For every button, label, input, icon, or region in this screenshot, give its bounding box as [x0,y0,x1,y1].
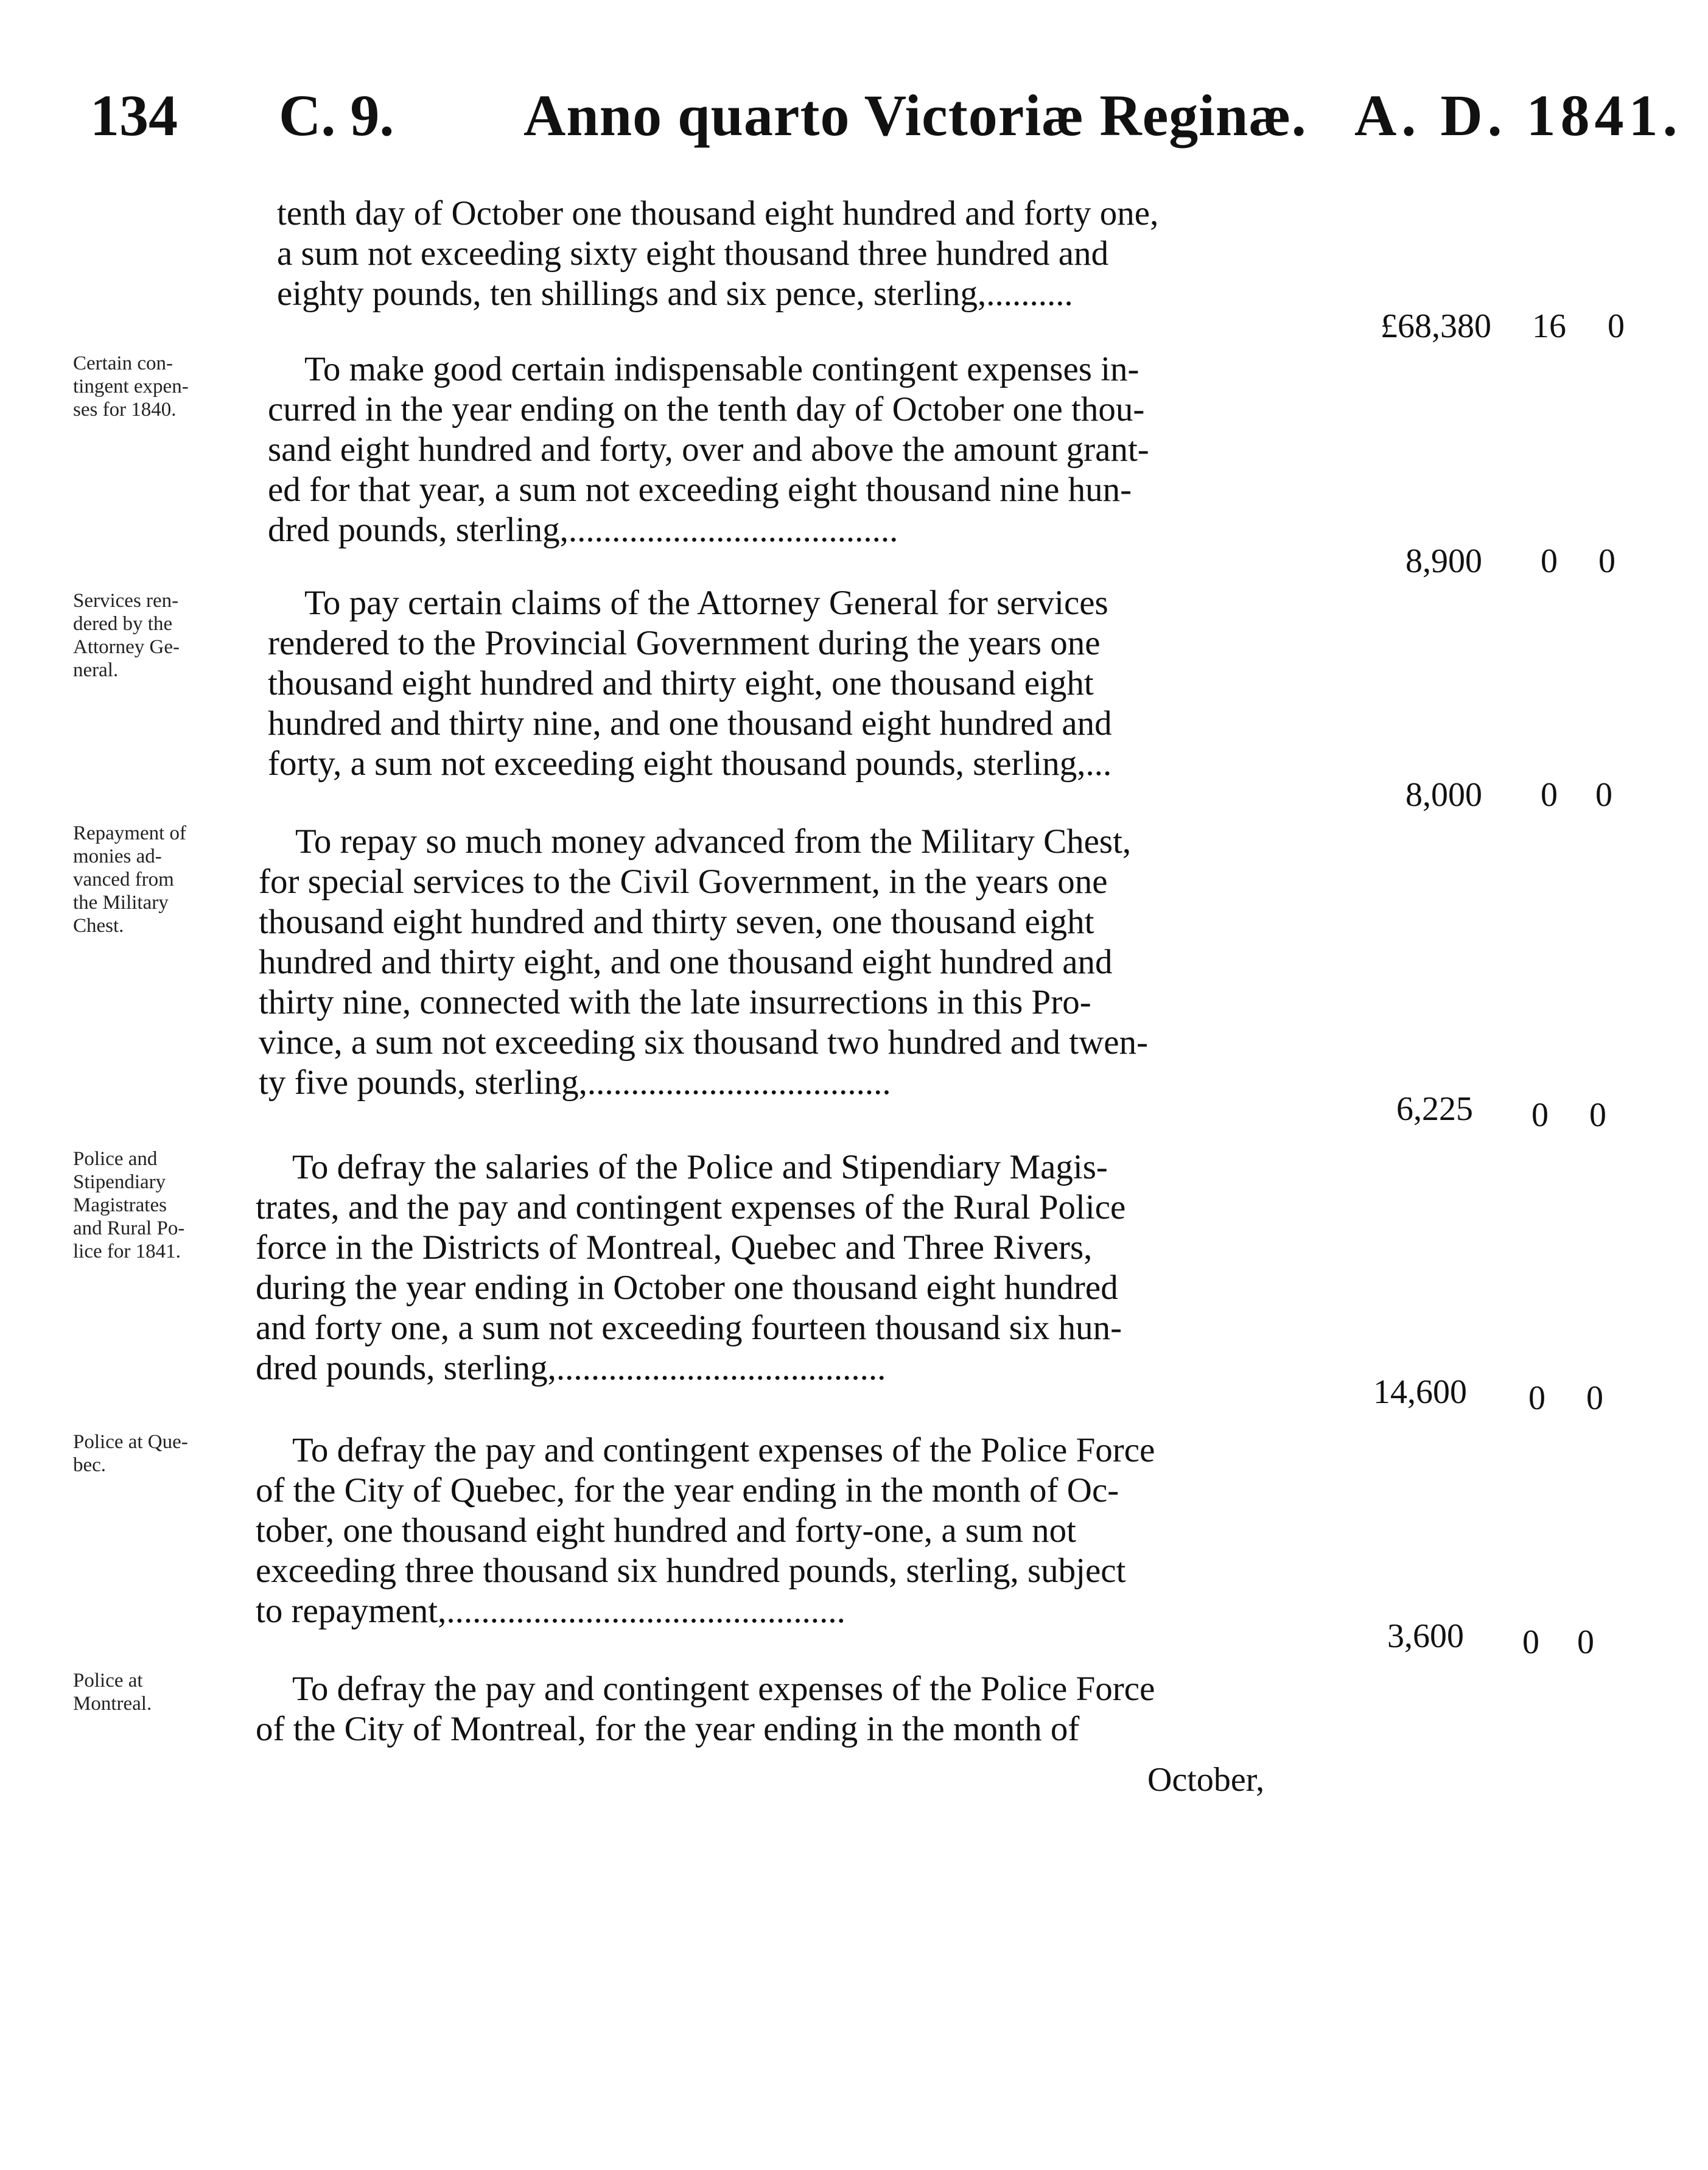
text-line: force in the Districts of Montreal, Quebec and Three Rivers, [256,1228,1093,1267]
text-line: ed for that year, a sum not exceeding eight thousand nine hun- [268,471,1132,509]
text-line: To repay so much money advanced from the Military Chest, [295,822,1132,861]
amount-pounds: 8,000 [1405,776,1482,814]
entry-text [268,583,1315,784]
margin-note-line: vanced from [73,869,174,891]
text-line: trates, and the pay and contingent expenses of the Rural Police [256,1188,1126,1227]
text-line: and forty one, a sum not exceeding fourteen thousand six hun- [256,1309,1122,1347]
margin-note [73,822,256,937]
entry-text [256,1430,1306,1631]
amount-shillings: 0 [1541,776,1558,814]
amount-pence: 0 [1598,542,1615,580]
text-line: during the year ending in October one thousand eight hundred [256,1269,1118,1307]
text-line: a sum not exceeding sixty eight thousand three hundred and [277,234,1109,273]
margin-note-line: Services ren- [73,590,179,612]
text-line: hundred and thirty nine, and one thousand eight hundred and [268,704,1112,743]
margin-note-line: Police at Que- [73,1431,188,1453]
text-line: To defray the pay and contingent expenses of the Police Force [292,1670,1155,1708]
margin-note-line: Certain con- [73,352,173,374]
text-line: To make good certain indispensable contingent expenses in- [304,350,1139,388]
amount-shillings: 0 [1522,1623,1539,1661]
margin-note-line: Attorney Ge- [73,636,180,658]
text-line: To pay certain claims of the Attorney General for services [304,584,1108,622]
page-number: 134 [90,83,178,148]
entry-text [256,1669,1297,1749]
text-line: sand eight hundred and forty, over and above the amount grant- [268,430,1149,469]
margin-note-line: the Military [73,892,169,914]
text-line: dred pounds, sterling,...................................... [256,1349,886,1387]
amount-pounds: 14,600 [1373,1373,1467,1411]
margin-note [73,1430,256,1477]
text-line: to repayment,.............................................. [256,1592,845,1630]
amount-pounds: 3,600 [1387,1617,1464,1655]
margin-note [73,352,256,421]
text-line: forty, a sum not exceeding eight thousand pounds, sterling,... [268,744,1112,783]
margin-note-line: Stipendiary [73,1171,166,1193]
amount-shillings: 16 [1532,307,1566,345]
catchword: October, [1147,1761,1265,1799]
margin-note [73,1147,256,1263]
margin-note-line: Chest. [73,915,124,937]
amount-pounds: 8,900 [1405,542,1482,580]
margin-note-line: dered by the [73,613,173,635]
entry-text [277,194,1324,314]
text-line: eighty pounds, ten shillings and six pence, sterling,.......... [277,275,1073,313]
margin-note-line: and Rural Po- [73,1217,185,1239]
amount-pounds: 6,225 [1396,1090,1473,1128]
margin-note-line: tingent expen- [73,376,189,397]
text-line: exceeding three thousand six hundred pounds, sterling, subject [256,1552,1126,1590]
text-line: rendered to the Provincial Government during the years one [268,624,1101,662]
margin-note-line: monies ad- [73,845,162,867]
text-line: for special services to the Civil Government, in the years one [259,863,1108,901]
text-line: thousand eight hundred and thirty eight, one thousand eight [268,664,1094,702]
margin-note-line: Police at [73,1670,143,1692]
amount-pounds: £68,380 [1381,307,1491,345]
entry-text [259,822,1312,1103]
margin-note-line: neral. [73,659,119,681]
margin-note-line: ses for 1840. [73,399,177,421]
text-line: tenth day of October one thousand eight hundred and forty one, [277,194,1159,233]
text-line: curred in the year ending on the tenth day of October one thou- [268,390,1145,429]
amount-shillings: 0 [1528,1379,1545,1417]
text-line: of the City of Montreal, for the year ending in the month of [256,1710,1080,1748]
year-heading: A. D. 1841. [1354,83,1682,148]
amount-shillings: 0 [1531,1096,1549,1134]
text-line: vince, a sum not exceeding six thousand two hundred and twen- [259,1023,1149,1062]
text-line: tober, one thousand eight hundred and forty-one, a sum not [256,1511,1076,1550]
text-line: dred pounds, sterling,...................................... [268,511,898,549]
margin-note [73,589,256,682]
text-line: To defray the salaries of the Police and Stipendiary Magis- [292,1148,1108,1186]
margin-note-line: Magistrates [73,1194,167,1216]
amount-pence: 0 [1586,1379,1603,1417]
text-line: hundred and thirty eight, and one thousand eight hundred and [259,943,1113,981]
margin-note-line: Police and [73,1148,158,1170]
text-line: of the City of Quebec, for the year ending in the month of Oc- [256,1471,1119,1510]
text-line: ty five pounds, sterling,................................... [259,1063,891,1102]
text-line: thousand eight hundred and thirty seven, one thousand eight [259,903,1094,941]
margin-note-line: Repayment of [73,822,187,844]
running-header [0,73,1708,158]
text-line: To defray the pay and contingent expenses of the Police Force [292,1431,1155,1469]
amount-pence: 0 [1589,1096,1606,1134]
amount-pence: 0 [1608,307,1625,345]
chapter-number: C. 9. [279,83,394,148]
margin-note [73,1669,256,1715]
margin-note-line: lice for 1841. [73,1241,181,1262]
text-line: thirty nine, connected with the late insurrections in this Pro- [259,983,1091,1021]
entry-text [268,349,1321,550]
entry-text [256,1147,1309,1388]
regnal-title: Anno quarto Victoriæ Reginæ. [523,83,1307,148]
margin-note-line: bec. [73,1454,107,1476]
amount-pence: 0 [1577,1623,1594,1661]
amount-shillings: 0 [1541,542,1558,580]
margin-note-line: Montreal. [73,1693,152,1715]
amount-pence: 0 [1595,776,1612,814]
